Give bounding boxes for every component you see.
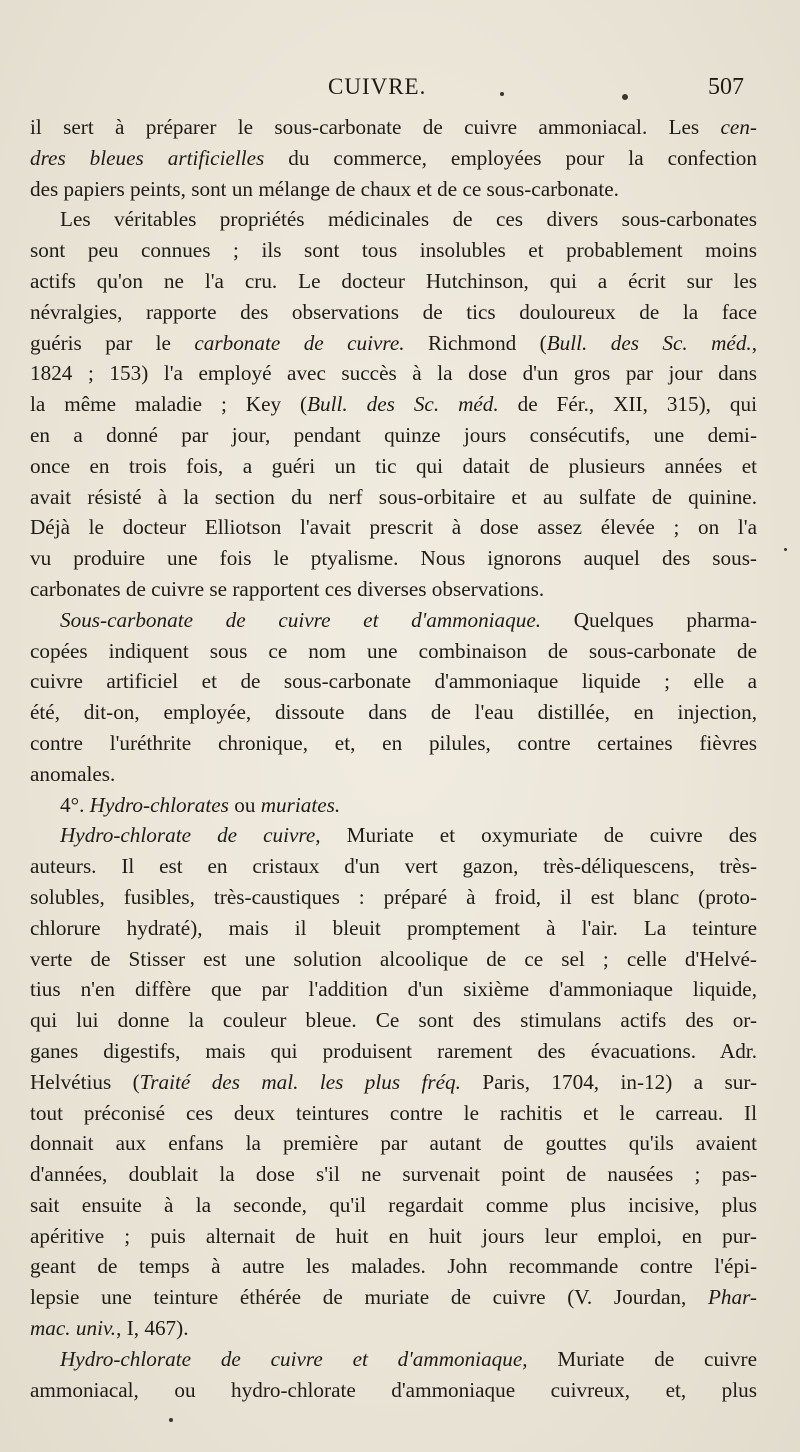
text-run: Richmond ( [404, 330, 547, 355]
text-line [30, 1251, 757, 1282]
italic-text: mac. univ. [30, 1316, 117, 1341]
text-line [30, 605, 757, 636]
text-line [30, 974, 757, 1005]
italic-text: Hydro-chlorate de cuivre, [60, 823, 321, 848]
text-run: Paris, 1704, in-12) a sur- [460, 1069, 758, 1094]
text-run: du commerce, employées pour la confection [264, 145, 757, 170]
text-line [30, 1313, 757, 1344]
text-line [30, 112, 757, 143]
text-line [30, 697, 757, 728]
body-text [30, 112, 757, 1405]
text-line [30, 1190, 757, 1221]
text-line [30, 1221, 757, 1252]
text-run: de Fér., XII, 315), qui [498, 392, 757, 417]
text-run: Helvétius ( [30, 1069, 140, 1094]
text-line [30, 636, 757, 667]
text-run: anomales. [30, 761, 116, 786]
italic-text: Sous-carbonate de cuivre et d'ammoniaque. [60, 607, 542, 632]
italic-text: Bull. des Sc. méd. [546, 330, 752, 355]
page-number: 507 [708, 74, 744, 100]
text-line [30, 543, 757, 574]
text-run: actifs qu'on ne l'a cru. Le docteur Hutchinson, qui a écrit sur les [30, 268, 757, 293]
text-line [30, 1098, 757, 1129]
text-run: en a donné par jour, pendant quinze jours consécutifs, une demi- [30, 422, 757, 447]
text-run: , I, 467). [116, 1316, 189, 1341]
text-line [30, 1036, 757, 1067]
text-run: sont peu connues ; ils sont tous insolubles et probablement moins [30, 238, 757, 263]
text-run: Déjà le docteur Elliotson l'avait prescrit à dose assez élevée ; on l'a [30, 515, 757, 540]
text-line [30, 235, 757, 266]
text-line [30, 389, 757, 420]
italic-text: dres bleues artificielles [30, 145, 265, 170]
text-run: lepsie une teinture éthérée de muriate de cuivre (V. Jourdan, [30, 1285, 708, 1310]
text-run: il sert à préparer le sous-carbonate de cuivre ammoniacal. Les [30, 115, 721, 139]
italic-text: Hydro-chlorates [89, 792, 229, 817]
text-run: solubles, fusibles, très-caustiques : préparé à froid, il est blanc (proto- [30, 884, 757, 909]
text-line [30, 297, 757, 328]
text-run: la même maladie ; Key ( [30, 392, 308, 417]
text-run: été, dit-on, employée, dissoute dans de l'eau distillée, en injection, [30, 700, 757, 725]
text-line [30, 420, 757, 451]
text-run: verte de Stisser est une solution alcoolique de ce sel ; celle d'Helvé- [30, 946, 757, 971]
text-run: ganes digestifs, mais qui produisent rarement des évacuations. Adr. [30, 1038, 757, 1063]
running-head: CUIVRE. [328, 74, 427, 99]
text-run: ou [228, 792, 261, 817]
text-run: contre l'uréthrite chronique, et, en pilules, contre certaines fièvres [30, 730, 757, 755]
italic-text: carbonate de cuivre. [194, 330, 405, 355]
text-line [30, 1282, 757, 1313]
text-line [30, 666, 757, 697]
text-line [30, 266, 757, 297]
text-run: auteurs. Il est en cristaux d'un vert gazon, très-déliquescens, très- [30, 854, 757, 879]
text-line [30, 820, 757, 851]
italic-text: Phar- [707, 1285, 757, 1310]
text-run: cuivre artificiel et de sous-carbonate d'ammoniaque liquide ; elle a [30, 669, 757, 694]
text-run: tius n'en diffère que par l'addition d'un sixième d'ammoniaque liquide, [30, 977, 757, 1002]
text-line [30, 790, 757, 821]
text-run: once en trois fois, a guéri un tic qui datait de plusieurs années et [30, 453, 757, 478]
text-run: Muriate et oxymuriate de cuivre des [320, 823, 757, 848]
text-run: 1824 ; 153) l'a employé avec succès à la dose d'un gros par jour dans [30, 361, 757, 386]
text-line [30, 759, 757, 790]
italic-text: Traité des mal. les plus fréq. [139, 1069, 461, 1094]
text-run: copées indiquent sous ce nom une combinaison de sous-carbonate de [30, 638, 757, 663]
text-run: tout préconisé ces deux teintures contre le rachitis et le carreau. Il [30, 1100, 757, 1125]
text-line [30, 204, 757, 235]
text-run: donnait aux enfans la première par autant de gouttes qu'ils avaient [30, 1131, 757, 1156]
italic-text: Hydro-chlorate de cuivre et d'ammoniaque, [60, 1346, 528, 1371]
text-run: Les véritables propriétés médicinales de ces divers sous-carbonates [60, 207, 757, 232]
text-line [30, 482, 757, 513]
text-run: chlorure hydraté), mais il bleuit promptement à l'air. La teinture [30, 915, 757, 940]
text-run: , [751, 330, 758, 355]
text-run: névralgies, rapporte des observations de tics douloureux de la face [30, 299, 757, 324]
text-run: geant de temps à autre les malades. John recommande contre l'épi- [30, 1254, 757, 1279]
page-header [0, 74, 800, 110]
text-line [30, 944, 757, 975]
text-run: Quelques pharma- [541, 607, 757, 632]
text-line [30, 328, 757, 359]
text-run: qui lui donne la couleur bleue. Ce sont des stimulans actifs des or- [30, 1008, 757, 1033]
text-line [30, 1344, 757, 1375]
text-line [30, 1159, 757, 1190]
text-line [30, 1375, 757, 1406]
text-run: d'années, doublait la dose s'il ne survenait point de nausées ; pas- [30, 1162, 757, 1187]
text-line [30, 1067, 757, 1098]
text-run: avait résisté à la section du nerf sous-orbitaire et au sulfate de quinine. [30, 484, 757, 509]
text-line [30, 512, 757, 543]
italic-text: muriates. [260, 792, 341, 817]
text-line [30, 1128, 757, 1159]
text-line [30, 174, 757, 205]
italic-text: cen- [720, 115, 757, 139]
text-run: 4°. [60, 792, 90, 817]
text-line [30, 1005, 757, 1036]
text-run: apéritive ; puis alternait de huit en huit jours leur emploi, en pur- [30, 1223, 757, 1248]
text-line [30, 358, 757, 389]
text-line [30, 851, 757, 882]
text-run: Muriate de cuivre [527, 1346, 757, 1371]
text-run: vu produire une fois le ptyalisme. Nous ignorons auquel des sous- [30, 546, 757, 571]
text-run: carbonates de cuivre se rapportent ces diverses observations. [30, 576, 545, 601]
text-line [30, 451, 757, 482]
text-run: sait ensuite à la seconde, qu'il regardait comme plus incisive, plus [30, 1192, 757, 1217]
text-line [30, 574, 757, 605]
text-line [30, 913, 757, 944]
text-line [30, 143, 757, 174]
text-line [30, 728, 757, 759]
italic-text: Bull. des Sc. méd. [307, 392, 499, 417]
text-run: guéris par le [30, 330, 195, 355]
text-run: ammoniacal, ou hydro-chlorate d'ammoniaque cuivreux, et, plus [30, 1377, 757, 1402]
text-run: des papiers peints, sont un mélange de chaux et de ce sous-carbonate. [30, 176, 619, 201]
text-line [30, 882, 757, 913]
